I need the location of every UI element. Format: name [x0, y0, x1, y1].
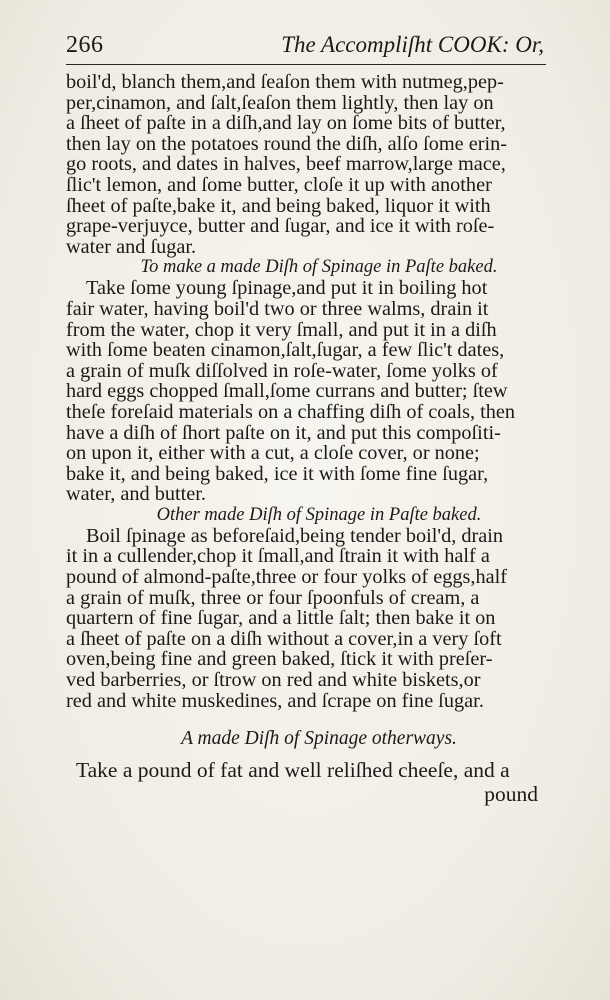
text-line: boil'd, blanch them,and ſeaſon them with nutmeg,pep-: [66, 71, 504, 93]
text-line: a ſheet of paſte on a diſh without a cover,in a very ſoft: [66, 627, 502, 650]
text-line: water and ſugar.: [66, 235, 197, 258]
text-line: grape-verjuyce, butter and ſugar, and ice it with roſe-: [66, 215, 495, 238]
recipe-heading: A made Diſh of Spinage otherways.: [181, 728, 457, 750]
text-line: ſheet of paſte,bake it, and being baked, liquor it with: [66, 194, 491, 217]
recipe-heading: Other made Diſh of Spinage in Paſte baked.: [156, 504, 482, 525]
text-line: water, and butter.: [66, 483, 206, 506]
text-line: Take a pound of fat and well reliſhed cheeſe, and a: [76, 758, 510, 783]
recipe-paragraph: [66, 526, 572, 711]
text-line: ved barberries, or ſtrow on red and white biskets,or: [66, 669, 481, 692]
page-number: 266: [66, 32, 104, 58]
page-header: [66, 30, 546, 65]
text-line: bake it, and being baked, ice it with ſome fine ſugar,: [66, 462, 489, 485]
recipe-heading: To make a made Diſh of Spinage in Paſte baked.: [140, 257, 498, 278]
text-line: a grain of muſk diſſolved in roſe-water, ſome yolks of: [66, 359, 498, 382]
text-line: per,cinamon, and ſalt,ſeaſon them lightly, then lay on: [66, 91, 494, 114]
text-line: red and white muskedines, and ſcrape on fine ſugar.: [66, 689, 484, 712]
text-line: a grain of muſk, three or four ſpoonfuls of cream, a: [66, 586, 480, 609]
text-line: ſlic't lemon, and ſome butter, cloſe it up with another: [66, 173, 492, 196]
catchword: pound: [484, 782, 538, 807]
text-line: fair water, having boil'd two or three walms, drain it: [66, 297, 489, 320]
text-line: then lay on the potatoes round the diſh, alſo ſome erin-: [66, 132, 508, 155]
recipe-paragraph: [66, 760, 572, 808]
text-line: pound of almond-paſte,three or four yolks of eggs,half: [66, 566, 507, 589]
text-line: from the water, chop it very ſmall, and put it in a diſh: [66, 318, 497, 341]
text-line: have a diſh of ſhort paſte on it, and put this compoſiti-: [66, 421, 501, 444]
text-line: with ſome beaten cinamon,ſalt,ſugar, a few ſlic't dates,: [66, 339, 505, 362]
text-line: go roots, and dates in halves, beef marrow,large mace,: [66, 153, 506, 176]
text-line: on upon it, either with a cut, a cloſe cover, or none;: [66, 442, 480, 465]
text-line: Boil ſpinage as beforeſaid,being tender boil'd, drain: [86, 524, 504, 547]
text-line: it in a cullender,chop it ſmall,and ſtrain it with half a: [66, 545, 490, 568]
text-line: oven,being fine and green baked, ſtick it with preſer-: [66, 648, 493, 671]
text-line: hard eggs chopped ſmall,ſome currans and butter; ſtew: [66, 380, 508, 403]
page-body: [66, 72, 572, 808]
running-title: The Accompliſht COOK: Or,: [281, 32, 544, 57]
text-line: theſe foreſaid materials on a chaffing diſh of coals, then: [66, 400, 516, 423]
recipe-paragraph: [66, 278, 572, 505]
text-line: Take ſome young ſpinage,and put it in boiling hot: [86, 277, 488, 300]
text-line: a ſheet of paſte in a diſh,and lay on ſome bits of butter,: [66, 112, 506, 135]
paragraph-continued: [66, 72, 572, 257]
text-line: quartern of fine ſugar, and a little ſalt; then bake it on: [66, 607, 496, 630]
